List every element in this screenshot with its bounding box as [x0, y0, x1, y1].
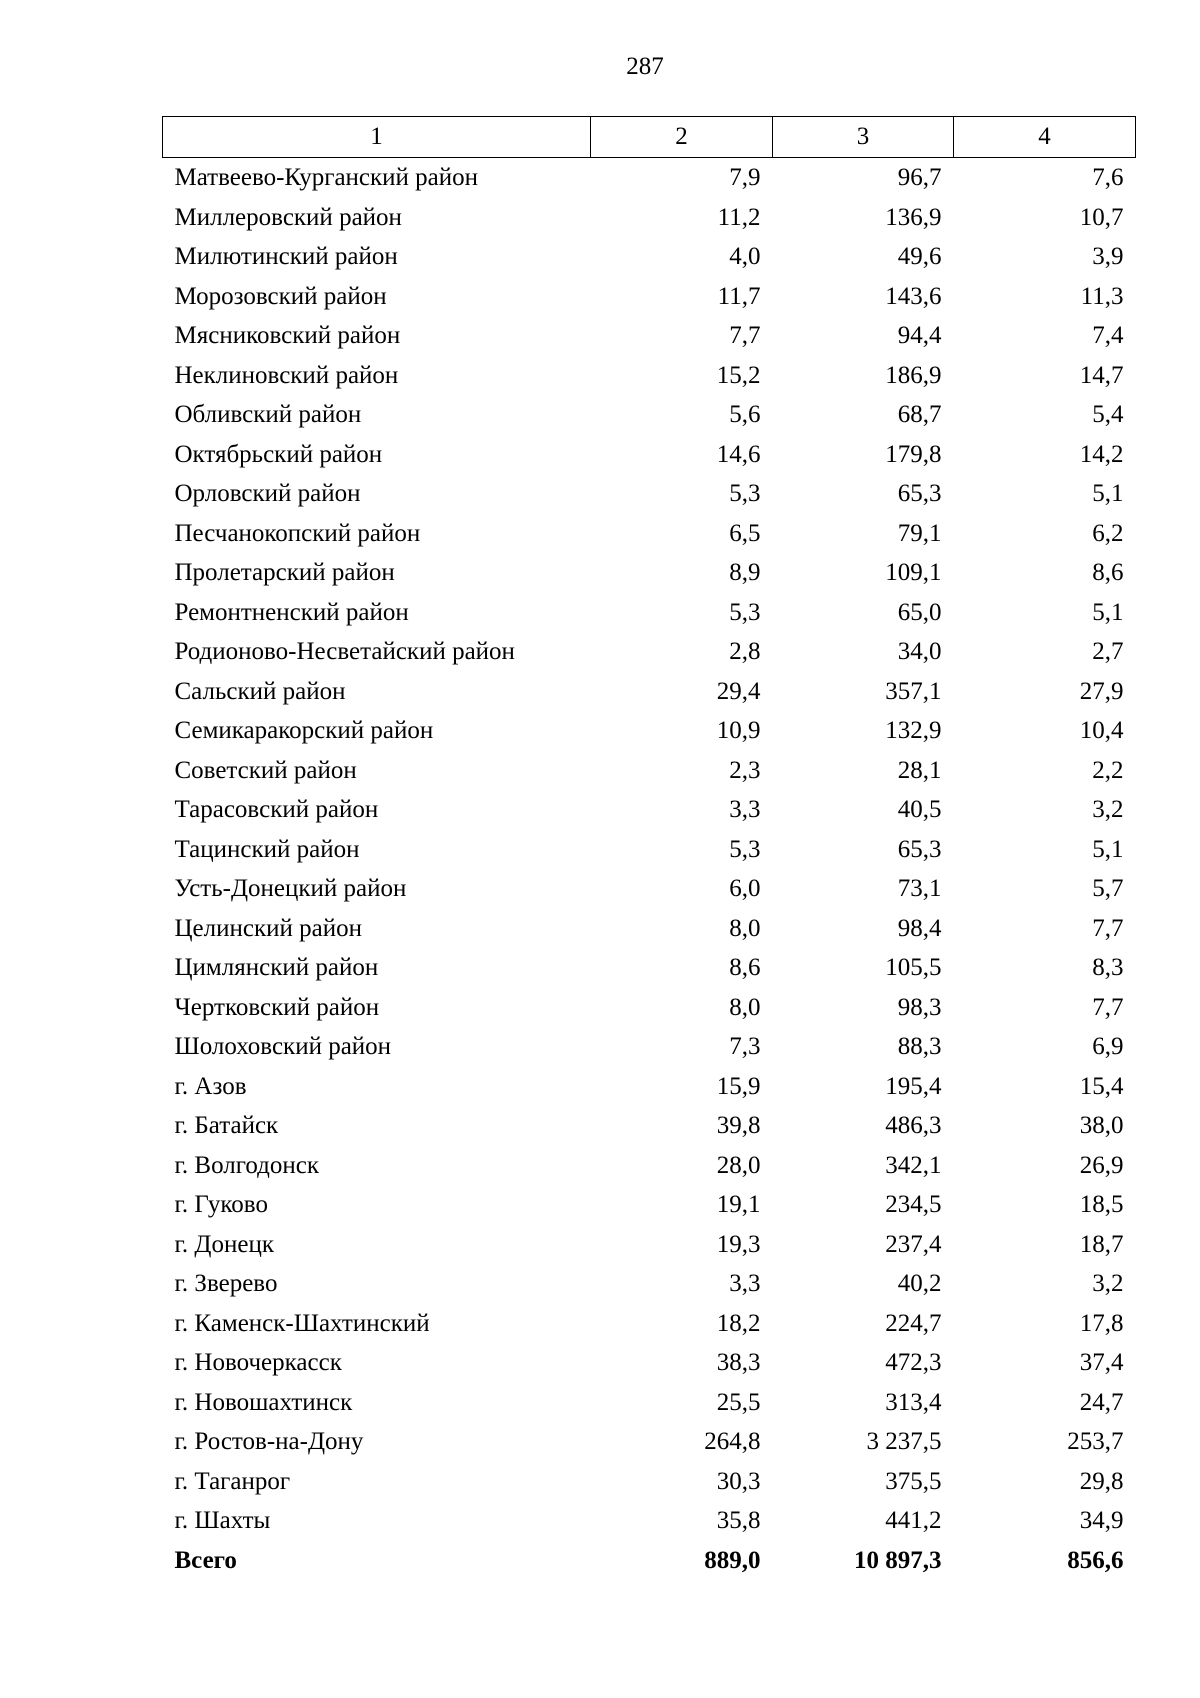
col2-value-cell: 3,3: [729, 796, 761, 823]
col4-value-cell: 5,1: [1092, 598, 1124, 626]
table-row: [163, 869, 1136, 909]
col3-value-cell: 237,4: [885, 1230, 942, 1258]
col4-value-cell: 14,7: [1079, 361, 1124, 389]
row-name-cell: Усть-Донецкий район: [174, 875, 407, 902]
col4-value-cell: 8,6: [1092, 559, 1124, 586]
col3-value-cell: 105,5: [885, 954, 942, 981]
table-row: [163, 277, 1136, 317]
col4-value-cell: 2,2: [1092, 756, 1124, 784]
col4-value-cell: 5,4: [1092, 401, 1124, 428]
row-name-cell: г. Азов: [174, 1072, 247, 1100]
col4-value-cell: 27,9: [1079, 677, 1124, 705]
row-name-cell: г. Зверево: [174, 1270, 278, 1297]
col4-value-cell: 29,8: [1079, 1467, 1124, 1495]
col3-value-cell: 65,3: [897, 835, 942, 863]
col4-value-cell: 7,7: [1092, 993, 1124, 1021]
table-header: [163, 117, 1136, 158]
row-name-cell: г. Ростов-на-Дону: [174, 1428, 364, 1455]
row-name-cell: г. Таганрог: [174, 1467, 291, 1495]
row-name-cell: Целинский район: [174, 914, 362, 942]
col4-value-cell: 38,0: [1079, 1112, 1124, 1139]
table-row: [163, 237, 1136, 277]
col3-value-cell: 472,3: [885, 1349, 942, 1376]
col3-value-cell: 65,0: [897, 598, 942, 626]
table-row: [163, 1225, 1136, 1265]
table-row: [163, 593, 1136, 633]
row-name-cell: Октябрьский район: [174, 440, 383, 468]
col2-value-cell: 264,8: [704, 1428, 761, 1455]
col4-value-cell: 14,2: [1079, 440, 1124, 468]
col3-value-cell: 28,1: [897, 756, 942, 784]
total-value-cell: 10 897,3: [854, 1546, 942, 1574]
col2-value-cell: 29,4: [716, 677, 761, 705]
row-name-cell: Тацинский район: [174, 835, 360, 863]
col2-value-cell: 18,2: [716, 1309, 761, 1337]
table-body: [163, 158, 1136, 1581]
table-row: [163, 909, 1136, 949]
col2-value-cell: 8,0: [729, 914, 761, 942]
col4-value-cell: 10,4: [1079, 717, 1124, 744]
col3-value-cell: 357,1: [885, 677, 942, 705]
table-row: [163, 988, 1136, 1028]
table-row: [163, 711, 1136, 751]
col4-value-cell: 18,7: [1079, 1230, 1124, 1258]
row-name-cell: Ремонтненский район: [174, 598, 409, 626]
table-row: [163, 356, 1136, 396]
col2-value-cell: 4,0: [729, 243, 761, 270]
col3-value-cell: 195,4: [885, 1072, 942, 1100]
table-row: [163, 553, 1136, 593]
table-row: [163, 1501, 1136, 1541]
table-row: [163, 435, 1136, 475]
col3-value-cell: 342,1: [885, 1151, 942, 1179]
col4-value-cell: 2,7: [1092, 638, 1124, 665]
col3-value-cell: 109,1: [885, 559, 942, 586]
col2-value-cell: 7,9: [729, 164, 761, 191]
col3-value-cell: 65,3: [897, 480, 942, 507]
row-name-cell: Сальский район: [174, 677, 346, 705]
col2-value-cell: 19,3: [716, 1230, 761, 1258]
col4-value-cell: 6,9: [1092, 1033, 1124, 1060]
col4-value-cell: 26,9: [1079, 1151, 1124, 1179]
col2-value-cell: 8,6: [729, 954, 761, 981]
col3-value-cell: 486,3: [885, 1112, 942, 1139]
row-name-cell: Мясниковский район: [174, 322, 401, 349]
col2-value-cell: 15,9: [716, 1072, 761, 1100]
table-row: [163, 672, 1136, 712]
table-row: [163, 830, 1136, 870]
col2-value-cell: 14,6: [716, 440, 761, 468]
table-row: [163, 1185, 1136, 1225]
col2-value-cell: 39,8: [716, 1112, 761, 1139]
table-row: [163, 474, 1136, 514]
table-row: [163, 632, 1136, 672]
row-name-cell: Родионово-Несветайский район: [174, 638, 515, 665]
row-name-cell: Семикаракорский район: [174, 717, 434, 744]
col4-value-cell: 3,2: [1092, 796, 1124, 823]
col2-value-cell: 5,3: [729, 835, 761, 863]
col2-value-cell: 10,9: [716, 717, 761, 744]
col2-value-cell: 3,3: [729, 1270, 761, 1297]
col4-value-cell: 7,6: [1092, 164, 1124, 191]
row-name-cell: Миллеровский район: [174, 203, 402, 231]
col2-value-cell: 2,3: [729, 756, 761, 784]
col3-value-cell: 313,4: [885, 1388, 942, 1416]
total-label: Всего: [174, 1546, 237, 1574]
col3-value-cell: 68,7: [897, 401, 942, 428]
total-value-cell: 889,0: [704, 1546, 761, 1574]
col2-value-cell: 5,3: [729, 598, 761, 626]
col3-value-cell: 136,9: [885, 203, 942, 231]
table-row: [163, 1422, 1136, 1462]
col3-value-cell: 34,0: [897, 638, 942, 665]
col2-value-cell: 5,6: [729, 401, 761, 428]
row-name-cell: Советский район: [174, 756, 357, 784]
header-cell-4: 4: [954, 117, 1136, 158]
col4-value-cell: 3,2: [1092, 1270, 1124, 1297]
header-row: [163, 117, 1136, 158]
row-name-cell: Орловский район: [174, 480, 361, 507]
col4-value-cell: 37,4: [1079, 1349, 1124, 1376]
col3-value-cell: 143,6: [885, 282, 942, 310]
table-row: [163, 1027, 1136, 1067]
col2-value-cell: 25,5: [716, 1388, 761, 1416]
col3-value-cell: 79,1: [897, 519, 942, 547]
row-name-cell: Чертковский район: [174, 993, 380, 1021]
col4-value-cell: 15,4: [1079, 1072, 1124, 1100]
row-name-cell: г. Донецк: [174, 1230, 274, 1258]
table-row: [163, 1383, 1136, 1423]
col3-value-cell: 441,2: [885, 1507, 942, 1534]
col2-value-cell: 6,5: [729, 519, 761, 547]
col4-value-cell: 5,1: [1092, 480, 1124, 507]
col4-value-cell: 6,2: [1092, 519, 1124, 547]
col4-value-cell: 24,7: [1079, 1388, 1124, 1416]
col2-value-cell: 35,8: [716, 1507, 761, 1534]
col4-value-cell: 34,9: [1079, 1507, 1124, 1534]
table-row: [163, 1067, 1136, 1107]
table-row: [163, 514, 1136, 554]
row-name-cell: Тарасовский район: [174, 796, 379, 823]
col2-value-cell: 19,1: [716, 1191, 761, 1218]
row-name-cell: Матвеево-Курганский район: [174, 164, 479, 191]
col3-value-cell: 49,6: [897, 243, 942, 270]
col4-value-cell: 7,4: [1092, 322, 1124, 349]
table-row: [163, 1343, 1136, 1383]
table-row: [163, 1264, 1136, 1304]
col2-value-cell: 30,3: [716, 1467, 761, 1495]
col3-value-cell: 132,9: [885, 717, 942, 744]
col2-value-cell: 5,3: [729, 480, 761, 507]
col3-value-cell: 186,9: [885, 361, 942, 389]
col4-value-cell: 17,8: [1079, 1309, 1124, 1337]
col4-value-cell: 11,3: [1080, 282, 1124, 310]
header-cell-3: 3: [773, 117, 954, 158]
table-row: [163, 1304, 1136, 1344]
col3-value-cell: 234,5: [885, 1191, 942, 1218]
row-name-cell: г. Гуково: [174, 1191, 268, 1218]
col3-value-cell: 96,7: [897, 164, 942, 191]
col4-value-cell: 3,9: [1092, 243, 1124, 270]
col2-value-cell: 2,8: [729, 638, 761, 665]
col3-value-cell: 88,3: [897, 1033, 942, 1060]
header-cell-2: 2: [591, 117, 773, 158]
col3-value-cell: 179,8: [885, 440, 942, 468]
col2-value-cell: 7,3: [729, 1033, 761, 1060]
col2-value-cell: 6,0: [729, 875, 761, 902]
row-name-cell: Морозовский район: [174, 282, 387, 310]
col3-value-cell: 40,2: [897, 1270, 942, 1297]
total-row: [163, 1541, 1136, 1581]
col4-value-cell: 253,7: [1067, 1428, 1124, 1455]
col3-value-cell: 73,1: [897, 875, 942, 902]
data-table: [162, 116, 1136, 1580]
col4-value-cell: 18,5: [1079, 1191, 1124, 1218]
row-name-cell: г. Волгодонск: [174, 1151, 320, 1179]
col2-value-cell: 11,7: [717, 282, 761, 310]
col3-value-cell: 94,4: [897, 322, 942, 349]
col2-value-cell: 11,2: [717, 203, 761, 231]
col2-value-cell: 7,7: [729, 322, 761, 349]
col3-value-cell: 224,7: [885, 1309, 942, 1337]
col4-value-cell: 8,3: [1092, 954, 1124, 981]
row-name-cell: Пролетарский район: [174, 559, 395, 586]
col3-value-cell: 98,3: [897, 993, 942, 1021]
table-row: [163, 316, 1136, 356]
table-row: [163, 1462, 1136, 1502]
row-name-cell: г. Новочеркасск: [174, 1349, 342, 1376]
header-cell-1: 1: [163, 117, 591, 158]
row-name-cell: Обливский район: [174, 401, 362, 428]
col4-value-cell: 5,1: [1092, 835, 1124, 863]
col2-value-cell: 8,9: [729, 559, 761, 586]
col2-value-cell: 28,0: [716, 1151, 761, 1179]
row-name-cell: Цимлянский район: [174, 954, 379, 981]
table-row: [163, 395, 1136, 435]
row-name-cell: Шолоховский район: [174, 1033, 392, 1060]
page-number: 287: [626, 53, 664, 80]
col3-value-cell: 98,4: [897, 914, 942, 942]
table-row: [163, 948, 1136, 988]
col2-value-cell: 8,0: [729, 993, 761, 1021]
row-name-cell: г. Каменск-Шахтинский: [174, 1309, 430, 1337]
table-row: [163, 198, 1136, 238]
table-row: [163, 1106, 1136, 1146]
col3-value-cell: 375,5: [885, 1467, 942, 1495]
col4-value-cell: 5,7: [1092, 875, 1124, 902]
row-name-cell: г. Новошахтинск: [174, 1388, 353, 1416]
row-name-cell: Милютинский район: [174, 243, 398, 270]
table-row: [163, 158, 1136, 198]
table-row: [163, 1146, 1136, 1186]
table-row: [163, 751, 1136, 791]
col3-value-cell: 3 237,5: [866, 1428, 942, 1455]
total-value-cell: 856,6: [1067, 1546, 1124, 1574]
table-row: [163, 790, 1136, 830]
row-name-cell: г. Батайск: [174, 1112, 279, 1139]
row-name-cell: г. Шахты: [174, 1507, 271, 1534]
col2-value-cell: 38,3: [716, 1349, 761, 1376]
col2-value-cell: 15,2: [716, 361, 761, 389]
col4-value-cell: 7,7: [1092, 914, 1124, 942]
col3-value-cell: 40,5: [897, 796, 942, 823]
col4-value-cell: 10,7: [1079, 203, 1124, 231]
row-name-cell: Песчанокопский район: [174, 519, 421, 547]
row-name-cell: Неклиновский район: [174, 361, 399, 389]
